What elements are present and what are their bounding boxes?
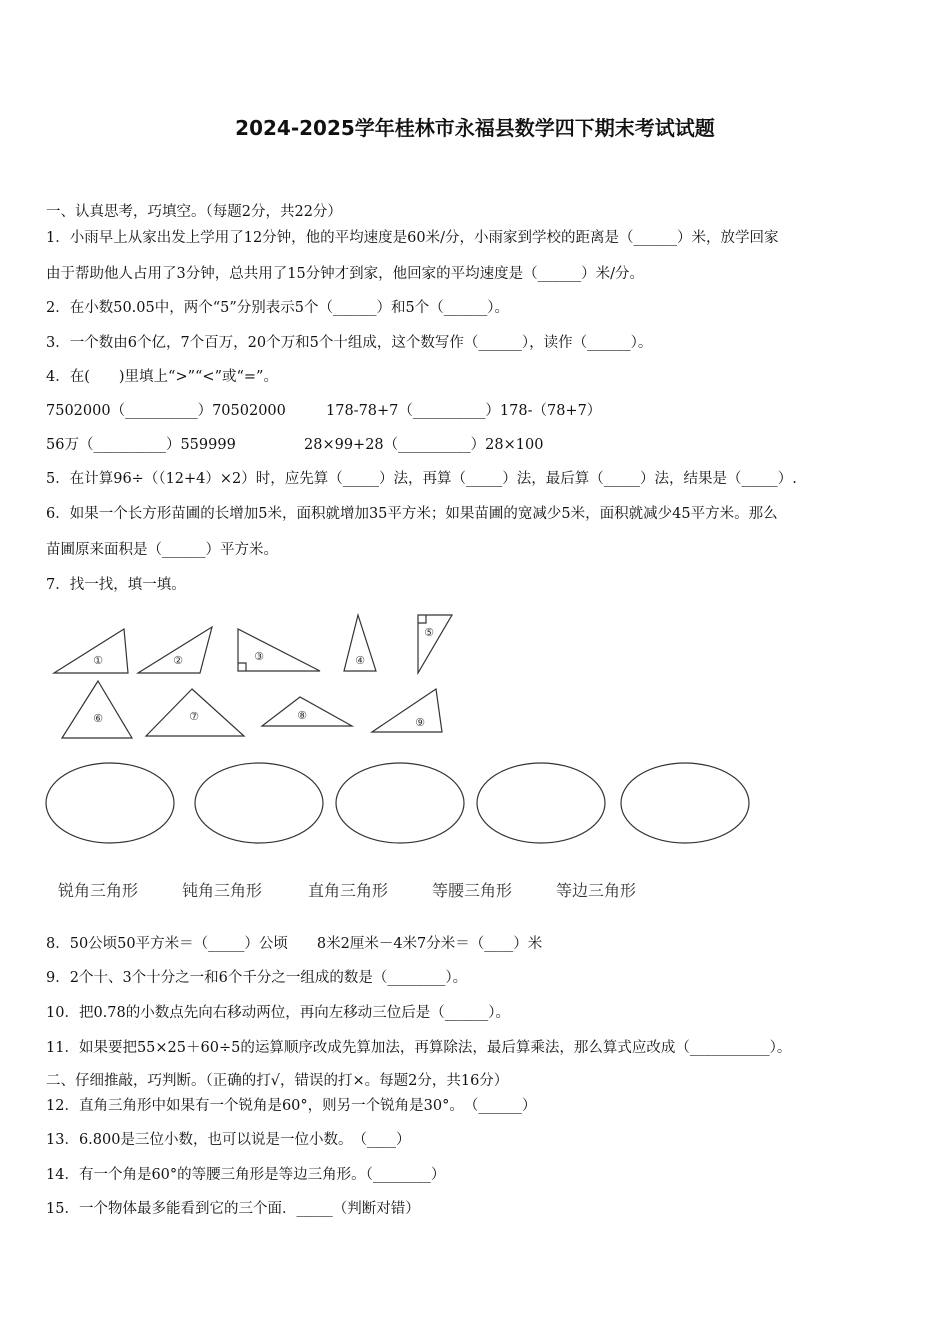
question-4-row-1-a: 7502000（__________）70502000: [46, 403, 286, 419]
question-5: 5．在计算96÷（（12+4）×2）时，应先算（_____）法，再算（_____）法，最后算（_____）法，结果是（_____）.: [46, 471, 797, 487]
page-title: 2024-2025学年桂林市永福县数学四下期末考试试题: [235, 116, 715, 140]
question-11: 11．如果要把55×25＋60÷5的运算顺序改成先算加法，再算除法，最后算乘法，那么算式应改成（___________）。: [46, 1040, 792, 1056]
question-13: 13．6.800是三位小数，也可以说是一位小数。 （____）: [46, 1132, 411, 1148]
question-15: 15．一个物体最多能看到它的三个面．_____（判断对错）: [46, 1201, 420, 1217]
triangle-label-8: ⑧: [297, 709, 307, 722]
triangles-figure: [40, 605, 760, 855]
triangle-label-5: ⑤: [424, 626, 434, 639]
question-2: 2．在小数50.05中，两个“5”分别表示5个（______）和5个（______）。: [46, 300, 509, 316]
triangle-label-9: ⑨: [415, 716, 425, 729]
triangle-label-2: ②: [173, 654, 183, 667]
triangle-label-6: ⑥: [93, 712, 103, 725]
triangle-6: [62, 681, 132, 738]
answer-ellipse-1: [46, 763, 174, 843]
category-obtuse: 钝角三角形: [182, 881, 263, 900]
triangle-9: [372, 689, 442, 732]
section-1-heading: 一、认真思考，巧填空。（每题2分，共22分）: [46, 204, 342, 220]
section-2-heading: 二、仔细推敲，巧判断。（正确的打√，错误的打×。每题2分，共16分）: [46, 1073, 509, 1089]
triangle-5: [418, 615, 452, 673]
triangle-label-1: ①: [93, 654, 103, 667]
triangle-8: [262, 697, 352, 726]
category-equilateral: 等边三角形: [556, 881, 637, 900]
question-12: 12．直角三角形中如果有一个锐角是60°，则另一个锐角是30°。 （______）: [46, 1098, 537, 1114]
triangle-3: [238, 629, 320, 671]
triangle-label-7: ⑦: [189, 710, 199, 723]
question-14: 14．有一个角是60°的等腰三角形是等边三角形。（________）: [46, 1167, 446, 1183]
triangle-label-4: ④: [355, 654, 365, 667]
question-4-row-2-b: 28×99+28（__________）28×100: [304, 437, 544, 453]
answer-ellipse-3: [336, 763, 464, 843]
category-right: 直角三角形: [308, 881, 389, 900]
category-acute: 锐角三角形: [58, 881, 139, 900]
question-1-line-2: 由于帮助他人占用了3分钟，总共用了15分钟才到家，他回家的平均速度是（______）米/分。: [46, 266, 645, 282]
question-10: 10．把0.78的小数点先向右移动两位，再向左移动三位后是（______）。: [46, 1005, 510, 1021]
question-3: 3．一个数由6个亿，7个百万，20个万和5个十组成，这个数写作（______），读作（______）。: [46, 335, 653, 351]
question-1-line-1: 1．小雨早上从家出发上学用了12分钟，他的平均速度是60米/分，小雨家到学校的距离是（______）米，放学回家: [46, 230, 779, 246]
right-angle-mark-3: [238, 663, 246, 671]
triangle-label-3: ③: [254, 650, 264, 663]
question-6-line-2: 苗圃原来面积是（______）平方米。: [46, 542, 278, 558]
question-7: 7．找一找，填一填。: [46, 577, 186, 593]
right-angle-mark-5: [418, 615, 426, 623]
answer-ellipse-4: [477, 763, 605, 843]
triangle-1: [54, 629, 128, 673]
answer-ellipse-5: [621, 763, 749, 843]
answer-ellipse-2: [195, 763, 323, 843]
question-6-line-1: 6．如果一个长方形苗圃的长增加5米，面积就增加35平方米；如果苗圃的宽减少5米，面积就减少45平方米。那么: [46, 506, 778, 522]
category-isosceles: 等腰三角形: [432, 881, 513, 900]
question-4: 4．在( )里填上“>”“<”或“=”。: [46, 369, 278, 385]
question-4-row-1-b: 178-78+7（__________）178-（78+7）: [326, 403, 602, 419]
question-4-row-2-a: 56万（__________）559999: [46, 437, 236, 453]
question-9: 9．2个十、3个十分之一和6个千分之一组成的数是（________）。: [46, 970, 468, 986]
question-8: 8．50公顷50平方米＝（_____）公顷 8米2厘米－4米7分米＝（____）米: [46, 936, 543, 952]
